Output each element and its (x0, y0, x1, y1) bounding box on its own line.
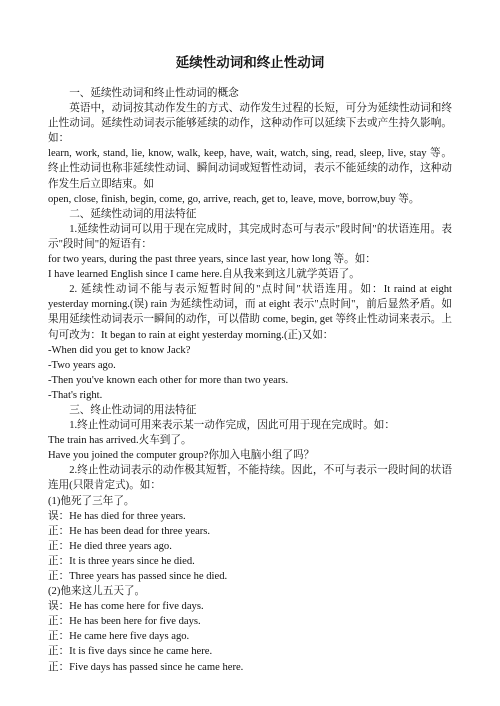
dialogue-line: -That's right. (48, 389, 103, 401)
example-sentence: 正：He died three years ago. (48, 540, 172, 552)
paragraph: 2. 延续性动词不能与表示短暂时间的"点时间"状语连用。如：It raind at eight yesterday morning.(误) rain 为延续性动词，而 at eight 表示"点时间"，前后显然矛盾。如果用延续性动词表示一瞬间的动作，可以借助 come, begin, get 等终止性动词来表示。上句可改为：It began to rain at eight yesterday morning.(正)又如： (48, 284, 452, 341)
example-sentence: 误：He has died for three years. (48, 510, 186, 522)
example-sentence: 误：He has come here for five days. (48, 601, 204, 613)
example-label: (1)他死了三年了。 (48, 495, 135, 507)
heading-durative-usage: 二、延续性动词的用法特征 (69, 208, 197, 220)
example-sentence: 正：It is five days since he came here. (48, 646, 213, 658)
paragraph: 1.终止性动词可用来表示某一动作完成，因此可用于现在完成时。如： (69, 420, 395, 432)
example-sentence: The train has arrived.火车到了。 (48, 435, 192, 447)
example-sentence: 正：He came here five days ago. (48, 631, 190, 643)
dialogue-line: -Two years ago. (48, 359, 116, 371)
paragraph: 1.延续性动词可以用于现在完成时，其完成时态可与表示"段时间"的状语连用。表示"段时间"的短语有： (48, 223, 452, 250)
paragraph: open, close, finish, begin, come, go, arrive, reach, get to, leave, move, borrow,buy 等。 (48, 193, 420, 205)
dialogue-line: -When did you get to know Jack? (48, 344, 191, 356)
example-sentence: 正：He has been here for five days. (48, 616, 201, 628)
paragraph: for two years, during the past three years, since last year, how long 等。如： (48, 254, 376, 266)
paragraph: 英语中，动词按其动作发生的方式、动作发生过程的长短，可分为延续性动词和终止性动词。延续性动词表示能够延续的动作，这种动作可以延续下去或产生持久影响。如： (48, 103, 452, 145)
document-body (48, 86, 452, 675)
dialogue-line: -Then you've known each other for more than two years. (48, 374, 289, 386)
page-title: 延续性动词和终止性动词 (175, 55, 325, 70)
example-sentence: Have you joined the computer group?你加入电脑小组了吗？ (48, 450, 315, 462)
example-sentence: 正：It is three years since he died. (48, 555, 195, 567)
example-sentence: 正：He has been dead for three years. (48, 525, 211, 537)
heading-terminative-usage: 三、终止性动词的用法特征 (69, 404, 197, 416)
paragraph: learn, work, stand, lie, know, walk, keep, have, wait, watch, sing, read, sleep, live, stay 等。 终止性动词也称非延续性动词、瞬间动词或短暂性动词，表示不能延续的动作，这种动作发生后立即结束。如 (48, 148, 452, 190)
heading-concept: 一、延续性动词和终止性动词的概念 (69, 88, 239, 99)
example-sentence: I have learned English since I came here.自从我来到这儿就学英语了。 (48, 269, 360, 281)
example-sentence: 正：Five days has passed since he came here. (48, 661, 244, 673)
paragraph: 2.终止性动词表示的动作极其短暂，不能持续。因此，不可与表示一段时间的状语连用(只限肯定式)。如： (48, 465, 452, 492)
example-label: (2)他来这儿五天了。 (48, 586, 146, 598)
example-sentence: 正：Three years has passed since he died. (48, 571, 228, 582)
